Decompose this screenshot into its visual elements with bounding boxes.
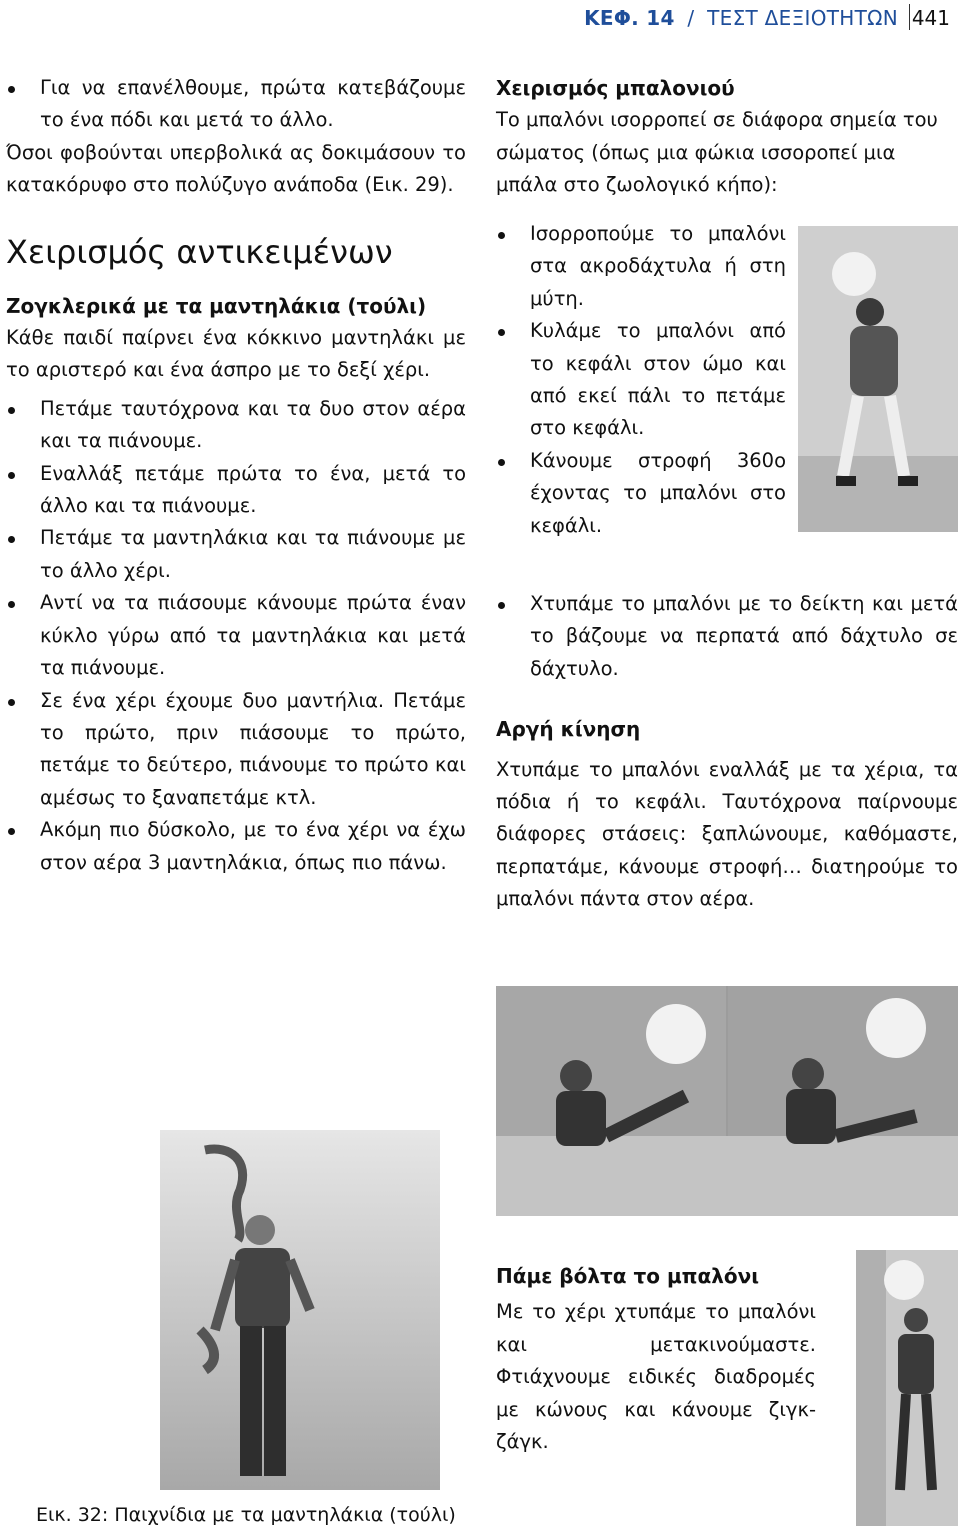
list-item — [6, 587, 466, 684]
left-column — [6, 72, 466, 879]
list-item — [6, 72, 466, 137]
list-item-text: Κυλάμε το μπαλόνι από το κεφάλι στον ώμο και από εκεί πάλι το πετάμε στο κεφάλι. — [530, 319, 786, 440]
bullet-dot — [8, 472, 15, 479]
intro-bullet-text: Για να επανέλθουμε, πρώτα κατεβάζουμε το ένα πόδι και μετά το άλλο. — [40, 76, 466, 132]
list-item-text: Πετάμε τα μαντηλάκια και τα πιάνουμε με το άλλο χέρι. — [40, 526, 466, 582]
list-item-text: Πετάμε ταυτόχρονα και τα δυο στον αέρα και τα πιάνουμε. — [40, 396, 466, 453]
slow-motion-paragraph: Χτυπάμε το μπαλόνι εναλλάξ με τα χέρια, τα πόδια ή το κεφάλι. Ταυτόχρονα παίρνουμε διάφορες στάσεις: ξαπλώνουμε, καθόμαστε, περπατάμε, κάνουμε στροφή… διατηρούμε το μπαλόνι πάντα στον αέρα. — [496, 757, 958, 911]
list-item — [496, 588, 958, 685]
slow-motion-heading: Αργή κίνηση — [496, 717, 641, 742]
page-header — [0, 0, 960, 36]
list-item — [6, 814, 466, 879]
balloon-walk-illustration — [856, 1250, 958, 1526]
list-item — [6, 393, 466, 458]
bullet-dot — [8, 407, 15, 414]
running-head — [584, 6, 898, 30]
page-number: 441 — [911, 6, 950, 30]
balloon-heading: Χειρισμός μπαλονιού — [496, 76, 735, 100]
bullet-dot — [498, 329, 505, 336]
balloon-bullets-wide — [496, 588, 958, 916]
walk-section — [496, 1260, 816, 1458]
bullet-dot — [8, 536, 15, 543]
bullet-dot — [8, 601, 15, 608]
balloon-floor-photo — [496, 986, 958, 1216]
scarf-juggling-photo — [160, 1130, 440, 1490]
list-item-text: Κάνουμε στροφή 360ο έχοντας το μπαλόνι στο κεφάλι. — [530, 448, 786, 537]
list-item — [496, 315, 786, 445]
list-item-text: Χτυπάμε το μπαλόνι με το δείκτη και μετά το βάζουμε να περπατά από δάχτυλο σε δάχτυλο. — [530, 592, 958, 680]
scarf-juggling-illustration — [160, 1130, 440, 1490]
scarf-bullet-list — [6, 393, 466, 879]
list-item — [496, 445, 786, 542]
header-divider — [909, 4, 910, 30]
list-item — [6, 685, 466, 815]
balloon-bullets-narrow — [496, 218, 786, 542]
subsection-heading: Ζογκλερικά με τα μαντηλάκια (τούλι) — [6, 293, 427, 318]
chapter-label: ΚΕΦ. 14 — [584, 6, 675, 30]
balloon-walk-photo — [856, 1250, 958, 1526]
bullet-dot — [8, 699, 15, 706]
section-heading: Χειρισμός αντικειμένων — [6, 232, 393, 271]
balloon-floor-illustration — [496, 986, 958, 1216]
bullet-dot — [8, 828, 15, 835]
head-separator: / — [687, 6, 695, 30]
chapter-title: ΤΕΣΤ ΔΕΞΙΟΤΗΤΩΝ — [707, 6, 898, 30]
bullet-dot — [498, 459, 505, 466]
balloon-balance-illustration — [798, 226, 958, 532]
list-item-text: Ισορροπούμε το μπαλόνι στα ακροδάχτυλα ή στη μύτη. — [530, 222, 786, 310]
walk-paragraph: Με το χέρι χτυπάμε το μπαλόνι και μετακινούμαστε. Φτιάχνουμε ειδικές διαδρομές με κώνους και κάνουμε ζιγκ-ζάγκ. — [496, 1300, 816, 1454]
intro-paragraph: Όσοι φοβούνται υπερβολικά ας δοκιμάσουν το κατακόρυφο στο πολύζυγο ανάποδα (Εικ. 29). — [6, 140, 466, 197]
balloon-paragraph: Το μπαλόνι ισορροπεί σε διάφορα σημεία του σώματος (όπως μια φώκια ισσοροπεί μια μπάλα στο ζωολογικό κήπο): — [496, 108, 938, 197]
subsection-paragraph: Κάθε παιδί παίρνει ένα κόκκινο μαντηλάκι με το αριστερό και ένα άσπρο με το δεξί χέρι. — [6, 326, 466, 382]
list-item — [6, 458, 466, 523]
list-item-text: Αντί να τα πιάσουμε κάνουμε πρώτα έναν κύκλο γύρω από τα μαντηλάκια και μετά τα πιάνουμε. — [40, 591, 466, 680]
figure-caption: Εικ. 32: Παιχνίδια με τα μαντηλάκια (τούλι) — [36, 1504, 456, 1526]
walk-heading: Πάμε βόλτα το μπαλόνι — [496, 1264, 760, 1288]
bullet-dot — [498, 232, 505, 239]
list-item — [496, 218, 786, 315]
list-item-text: Εναλλάξ πετάμε πρώτα το ένα, μετά το άλλο και τα πιάνουμε. — [40, 461, 466, 518]
list-item — [6, 522, 466, 587]
list-item-text: Ακόμη πιο δύσκολο, με το ένα χέρι να έχω στον αέρα 3 μαντηλάκια, όπως πιο πάνω. — [40, 818, 466, 874]
bullet-dot — [498, 602, 505, 609]
bullet-dot — [8, 86, 15, 93]
list-item-text: Σε ένα χέρι έχουμε δυο μαντήλια. Πετάμε το πρώτο, πριν πιάσουμε το πρώτο, πετάμε το δεύτερο, πιάνουμε το πρώτο και αμέσως το ξαναπετάμε κτλ. — [40, 688, 466, 809]
right-column — [496, 72, 958, 202]
balloon-balance-photo — [798, 226, 958, 532]
